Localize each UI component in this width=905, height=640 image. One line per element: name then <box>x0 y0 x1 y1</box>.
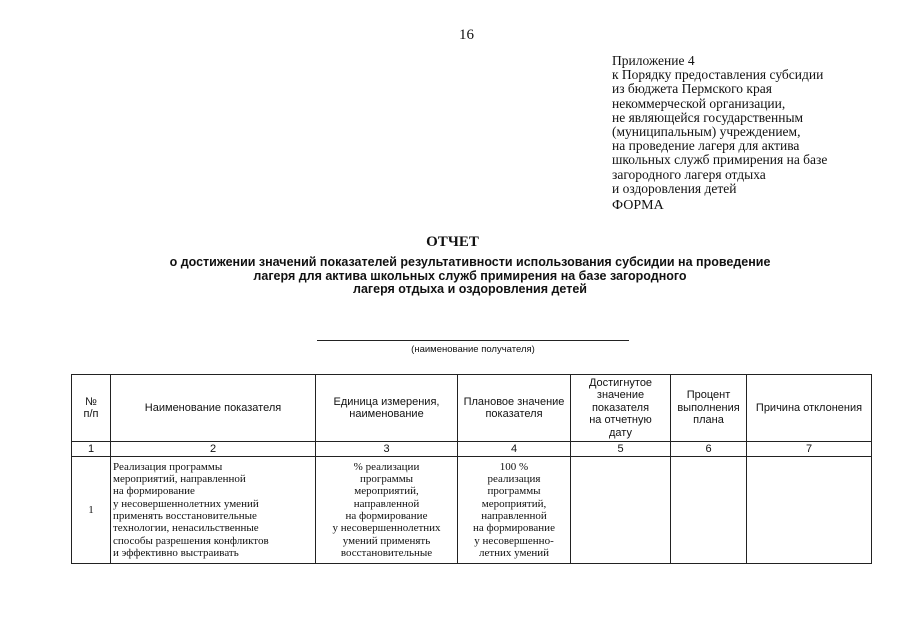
achieved-value-cell <box>571 457 671 564</box>
percent-cell <box>671 457 747 564</box>
appendix-note: Приложение 4 к Порядку предоставления субсидии из бюджета Пермского края некоммерческой организации, не являющейся государственным (муниципальным) учреждением, на проведение лагеря для актива школьных служб примирения на базе загородного лагеря отдыха и оздоровления детей <box>612 53 828 196</box>
report-subtitle: о достижении значений показателей результативности использования субсидии на проведение лагеря для актива школьных служб примирения на базе загородного лагеря отдыха и оздоровления детей <box>169 255 771 296</box>
deviation-reason-cell <box>747 457 872 564</box>
column-number-cell: 1 <box>72 442 111 457</box>
row-number-cell: 1 <box>72 457 111 564</box>
header-row <box>72 375 872 442</box>
column-number-cell: 3 <box>316 442 458 457</box>
report-title: ОТЧЕТ <box>426 234 479 250</box>
planned-value-cell: 100 % реализация программы мероприятий, направленной на формирование у несовершенно- летних умений <box>458 457 571 564</box>
header-cell: Единица измерения, наименование <box>316 375 458 442</box>
column-number-cell: 5 <box>571 442 671 457</box>
header-cell: Процент выполнения плана <box>671 375 747 442</box>
header-cell: Плановое значение показателя <box>458 375 571 442</box>
column-number-row <box>72 442 872 457</box>
header-cell: Достигнутое значение показателя на отчетную дату <box>571 375 671 442</box>
header-cell: № п/п <box>72 375 111 442</box>
page-number: 16 <box>459 27 474 43</box>
column-number-cell: 6 <box>671 442 747 457</box>
header-cell: Наименование показателя <box>111 375 316 442</box>
recipient-caption: (наименование получателя) <box>411 344 535 355</box>
form-label: ФОРМА <box>612 198 664 213</box>
indicators-table <box>71 374 872 564</box>
indicator-name-cell: Реализация программы мероприятий, направленной на формирование у несовершеннолетних умений применять восстановительные технологии, ненасильственные способы разрешения конфликтов и эффективно выстраивать <box>111 457 316 564</box>
column-number-cell: 4 <box>458 442 571 457</box>
header-cell: Причина отклонения <box>747 375 872 442</box>
column-number-cell: 2 <box>111 442 316 457</box>
recipient-name-line <box>317 340 629 341</box>
column-number-cell: 7 <box>747 442 872 457</box>
unit-cell: % реализации программы мероприятий, направленной на формирование у несовершеннолетних умений применять восстановительные <box>316 457 458 564</box>
table-row <box>72 457 872 564</box>
